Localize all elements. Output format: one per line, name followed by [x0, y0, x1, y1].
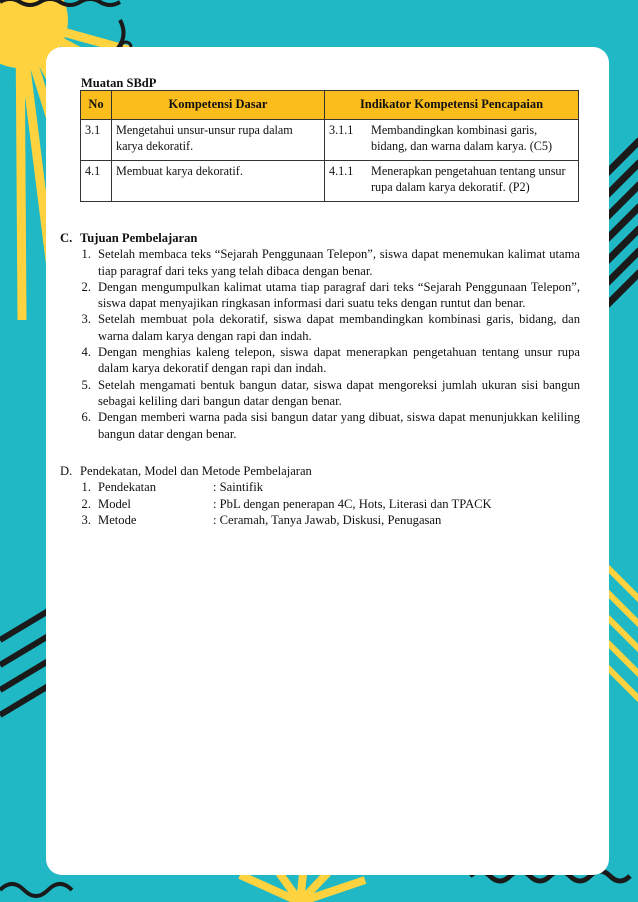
row-kd: Mengetahui unsur-unsur rupa dalam karya dekoratif.	[112, 120, 325, 161]
list-item	[60, 344, 580, 377]
subject-label: Muatan SBdP	[81, 76, 157, 90]
indicator-text: Membandingkan kombinasi garis, bidang, dan warna dalam karya. (C5)	[371, 123, 553, 153]
item-label: Pendekatan	[98, 480, 157, 495]
item-number: 1.	[81, 247, 91, 262]
section-c-letter: C.	[60, 231, 73, 245]
list-item	[60, 479, 580, 495]
section-d-heading	[60, 463, 580, 479]
list-item	[60, 512, 580, 528]
table-header-row	[81, 91, 579, 120]
item-number: 2.	[81, 496, 91, 511]
item-label: Model	[98, 496, 131, 511]
list-item	[60, 409, 580, 442]
item-text: Setelah membuat pola dekoratif, siswa dapat membandingkan kombinasi garis, bidang, dan warna dalam karya dengan rapi dan indah.	[98, 312, 580, 343]
section-d-title: Pendekatan, Model dan Metode Pembelajaran	[80, 464, 312, 478]
item-text: Dengan mengumpulkan kalimat utama tiap paragraf dari teks “Sejarah Penggunaan Telepon”, siswa dapat menyajikan ringkasan informasi dari suatu teks dengan runtut dan benar.	[98, 279, 580, 311]
item-number: 3.	[81, 512, 91, 527]
item-text: Setelah mengamati bentuk bangun datar, siswa dapat mengoreksi jumlah ukuran sisi bangun sebagai keliling dari bangun datar dengan benar.	[98, 377, 580, 408]
header-kd: Kompetensi Dasar	[112, 91, 325, 120]
list-item	[60, 377, 580, 410]
header-no: No	[81, 91, 112, 120]
item-value: : PbL dengan penerapan 4C, Hots, Literasi dan TPACK	[213, 496, 492, 511]
item-value: : Saintifik	[213, 480, 264, 495]
item-number: 4.	[81, 345, 91, 360]
item-text: Dengan menghias kaleng telepon, siswa dapat menerapkan pengetahuan tentang unsur rupa dalam karya dekoratif dengan rapi dan indah.	[98, 345, 580, 376]
section-objectives	[60, 230, 580, 442]
objectives-list	[60, 246, 580, 442]
row-code: 3.1	[81, 120, 112, 161]
indicator-code: 3.1.1	[329, 123, 354, 137]
item-number: 6.	[81, 410, 91, 425]
section-d-letter: D.	[60, 464, 73, 478]
header-indicator: Indikator Kompetensi Pencapaian	[325, 91, 579, 120]
item-text: Setelah membaca teks “Sejarah Penggunaan Telepon”, siswa dapat menemukan kalimat utama tiap paragraf dari teks yang telah dibaca dengan benar.	[98, 247, 580, 278]
competency-table	[80, 90, 579, 202]
row-indicator	[325, 120, 579, 161]
table-row	[81, 120, 579, 161]
list-item	[60, 496, 580, 512]
item-value: : Ceramah, Tanya Jawab, Diskusi, Penugasan	[213, 512, 442, 527]
section-approach	[60, 463, 580, 528]
list-item	[60, 246, 580, 279]
table-row	[81, 161, 579, 202]
item-number: 2.	[81, 279, 91, 294]
list-item	[60, 279, 580, 312]
item-text: Dengan memberi warna pada sisi bangun datar yang dibuat, siswa dapat menunjukkan keliling bangun datar dengan benar.	[98, 410, 580, 441]
list-item	[60, 311, 580, 344]
row-kd: Membuat karya dekoratif.	[112, 161, 325, 202]
row-indicator	[325, 161, 579, 202]
approach-list	[60, 479, 580, 528]
item-number: 5.	[81, 377, 91, 392]
row-code: 4.1	[81, 161, 112, 202]
section-c-title: Tujuan Pembelajaran	[80, 231, 198, 245]
item-label: Metode	[98, 512, 137, 527]
item-number: 1.	[81, 480, 91, 495]
indicator-code: 4.1.1	[329, 164, 354, 178]
section-c-heading	[60, 230, 580, 246]
item-number: 3.	[81, 312, 91, 327]
indicator-text: Menerapkan pengetahuan tentang unsur rupa dalam karya dekoratif. (P2)	[371, 164, 566, 194]
